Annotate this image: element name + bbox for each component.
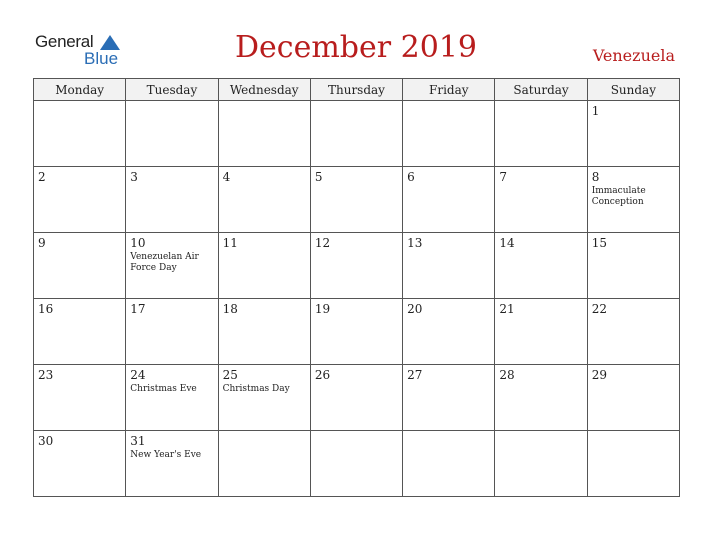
day-cell [310,299,402,365]
week-row [34,365,680,431]
week-row [34,101,680,167]
holiday-label: Christmas Day [222,384,290,394]
day-number: 26 [314,368,331,382]
day-cell [587,233,679,299]
day-number: 2 [38,170,46,184]
day-number: 21 [499,302,515,316]
day-cell [34,431,126,497]
day-cell [126,233,218,299]
week-row [34,431,680,497]
day-number: 28 [499,368,515,382]
day-cell [310,365,402,431]
holiday-label: Venezuelan Air Force Day [130,252,199,273]
day-number: 24 [130,368,146,382]
day-number: 5 [314,170,323,184]
day-number: 15 [591,236,607,250]
logo-text-blue: Blue [84,49,119,68]
weekday-header-row [34,79,680,101]
day-cell [218,167,310,233]
day-cell [126,167,218,233]
day-cell [403,299,495,365]
day-cell [587,167,679,233]
holiday-label: New Year's Eve [130,450,202,460]
day-cell [34,233,126,299]
day-cell [403,431,495,497]
day-number: 31 [130,434,146,448]
weekday-saturday: Saturday [495,79,587,101]
weekday-thursday: Thursday [310,79,402,101]
day-number: 10 [130,236,146,250]
day-number: 1 [591,104,600,118]
day-cell [126,365,218,431]
calendar-grid [33,78,680,497]
day-cell [403,233,495,299]
weekday-friday: Friday [403,79,495,101]
day-cell [34,365,126,431]
day-cell [218,101,310,167]
day-cell [310,233,402,299]
day-cell [310,101,402,167]
day-cell [34,101,126,167]
day-cell [126,299,218,365]
day-cell [310,167,402,233]
day-number: 8 [591,170,600,184]
holiday-label: Christmas Eve [130,384,197,394]
day-number: 19 [314,302,331,316]
day-cell [34,299,126,365]
day-cell [495,299,587,365]
day-number: 12 [314,236,331,250]
day-number: 16 [38,302,54,316]
day-number: 11 [222,236,238,250]
day-cell [495,365,587,431]
calendar-title: December 2019 [235,30,477,65]
day-cell [310,431,402,497]
week-row [34,299,680,365]
day-number: 29 [591,368,607,382]
week-row [34,233,680,299]
day-cell [218,431,310,497]
weekday-wednesday: Wednesday [218,79,310,101]
weekday-monday: Monday [34,79,126,101]
day-cell [587,299,679,365]
day-number: 4 [222,170,231,184]
day-cell [403,365,495,431]
day-cell [218,233,310,299]
logo-text-general: General [35,32,94,51]
day-cell [126,101,218,167]
day-cell [495,167,587,233]
day-number: 14 [499,236,515,250]
weekday-tuesday: Tuesday [126,79,218,101]
day-number: 27 [407,368,423,382]
day-cell [495,101,587,167]
day-cell [403,167,495,233]
day-cell [495,233,587,299]
day-cell [587,365,679,431]
day-cell [218,299,310,365]
day-number: 7 [499,170,508,184]
day-number: 20 [407,302,423,316]
day-cell [126,431,218,497]
day-number: 22 [591,302,607,316]
day-cell [218,365,310,431]
day-number: 3 [130,170,138,184]
country-label: Venezuela [592,46,675,65]
day-cell [587,431,679,497]
day-cell [403,101,495,167]
day-number: 13 [407,236,423,250]
day-number: 9 [38,236,46,250]
day-number: 23 [38,368,54,382]
day-cell [587,101,679,167]
week-row [34,167,680,233]
day-cell [34,167,126,233]
day-number: 30 [38,434,54,448]
holiday-label: Immaculate Conception [591,186,646,207]
day-number: 18 [222,302,238,316]
weekday-sunday: Sunday [587,79,679,101]
day-number: 6 [407,170,415,184]
day-number: 17 [130,302,146,316]
day-cell [495,431,587,497]
day-number: 25 [222,368,238,382]
